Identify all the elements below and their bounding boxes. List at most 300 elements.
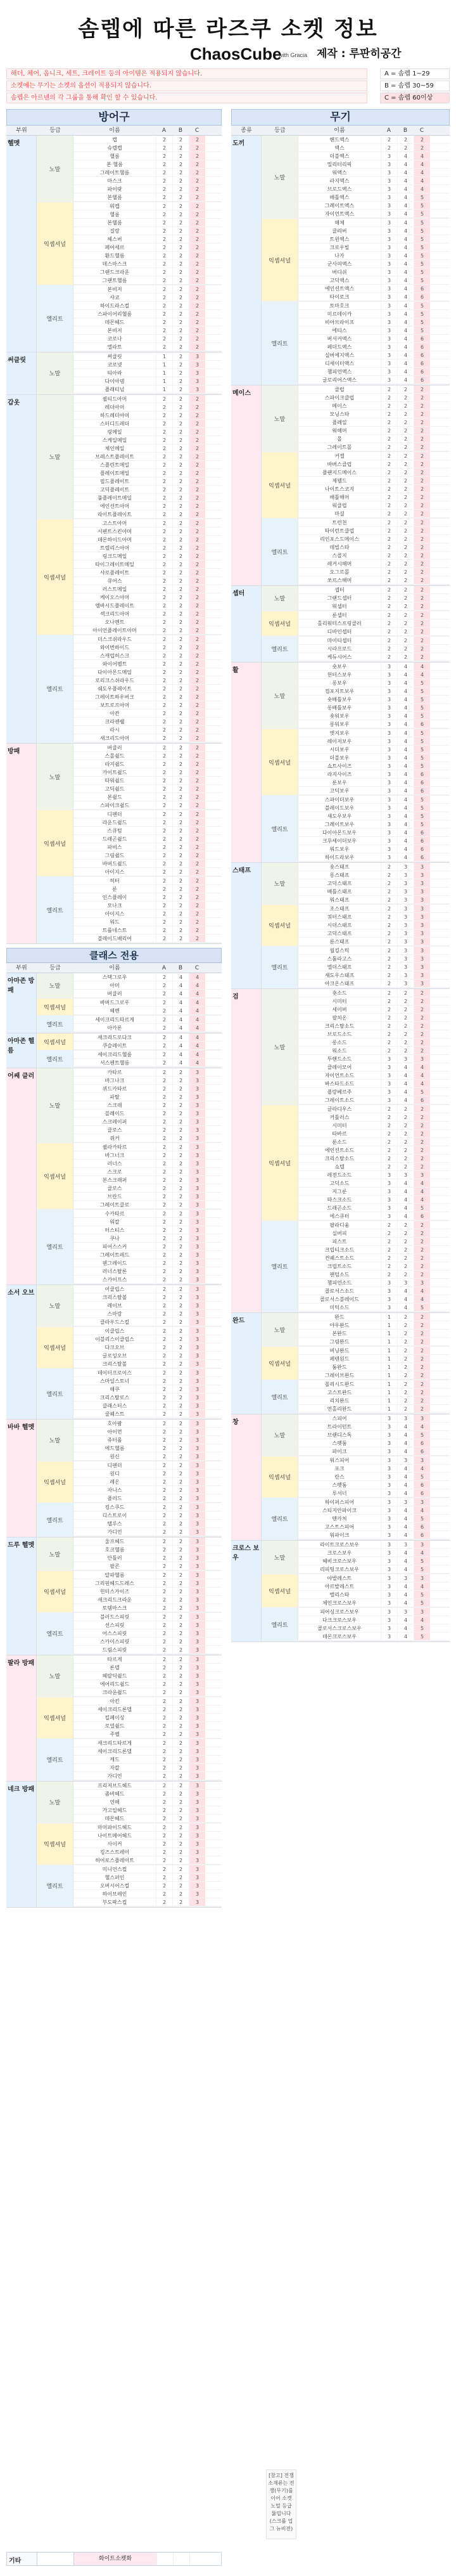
item-name: 워스태프 [329, 897, 350, 903]
item-row [298, 1055, 450, 1063]
socket-count: 2 [156, 1874, 172, 1881]
class-exclusive-title: 클래스 전용 [6, 948, 222, 963]
socket-count: 2 [414, 1130, 430, 1137]
item-name: 헤랄딕쉴드 [102, 1673, 127, 1679]
socket-count: 2 [397, 1363, 414, 1371]
socket-count: 2 [414, 653, 430, 661]
socket-count: 2 [172, 768, 189, 776]
item-row [298, 1574, 450, 1582]
socket-count: 3 [381, 1096, 397, 1104]
item-name: 숏소드 [332, 990, 347, 996]
item-row [298, 210, 450, 218]
socket-count: 3 [381, 327, 397, 334]
socket-count: 2 [156, 902, 172, 909]
grade-block [262, 136, 450, 219]
socket-count: 4 [397, 812, 414, 820]
socket-count: 4 [172, 1016, 189, 1023]
item-row [73, 369, 222, 377]
socket-count: 6 [414, 853, 430, 861]
socket-count: 3 [189, 1369, 205, 1376]
item-row [73, 294, 222, 302]
crossbow-note: [참고] 전쟁소재류는 전쟁(무기)를 이어 소켓 노멀 등급 뚫립니다 (스크롤 업그 뉴비전) [266, 2469, 296, 2539]
item-name: 슈렐캡 [107, 145, 122, 151]
socket-count: 4 [397, 837, 414, 845]
socket-count: 3 [189, 1503, 205, 1511]
socket-count: 4 [397, 746, 414, 753]
socket-count: 2 [397, 443, 414, 451]
item-name: 쥬터롤 [107, 1437, 122, 1443]
item-row [298, 1163, 450, 1171]
item-row [73, 1068, 222, 1077]
grade-block [37, 1420, 222, 1461]
socket-count: 2 [172, 902, 189, 909]
item-row [298, 1196, 450, 1204]
socket-count: 3 [189, 1160, 205, 1167]
socket-count: 4 [172, 999, 189, 1006]
socket-count: 3 [381, 1080, 397, 1087]
socket-count: 3 [397, 888, 414, 895]
socket-count: 2 [189, 436, 205, 444]
socket-count: 2 [156, 1276, 172, 1283]
socket-count: 2 [156, 1234, 172, 1242]
socket-count: 3 [381, 787, 397, 794]
item-row [73, 1782, 222, 1790]
socket-count: 3 [414, 905, 430, 912]
item-row [73, 276, 222, 285]
item-row [73, 1680, 222, 1688]
grade-block [262, 663, 450, 729]
item-name: 클로스 [107, 1186, 122, 1191]
socket-count: 2 [172, 343, 189, 351]
socket-count: 2 [172, 243, 189, 251]
item-name: 라이트플레이트 [97, 512, 132, 517]
item-row [298, 235, 450, 243]
socket-count: 2 [156, 1410, 172, 1418]
socket-count: 2 [156, 1613, 172, 1621]
socket-count: 2 [156, 1596, 172, 1603]
socket-count: 4 [189, 1007, 205, 1014]
socket-count: 2 [414, 1271, 430, 1278]
item-name: 디펜더 [107, 1463, 122, 1468]
socket-count: 4 [397, 343, 414, 351]
socket-count: 2 [397, 997, 414, 1005]
socket-count: 1 [381, 1397, 397, 1404]
item-name: 드림스피릿 [102, 1647, 127, 1653]
socket-count: 3 [414, 955, 430, 962]
socket-count: 4 [397, 335, 414, 342]
item-name: 팔라디움 [329, 1222, 350, 1228]
socket-count: 4 [414, 1465, 430, 1472]
socket-count: 3 [381, 1196, 397, 1203]
socket-count: 5 [414, 219, 430, 226]
item-row [298, 628, 450, 636]
socket-count: 2 [381, 576, 397, 584]
item-name: 그레이트하우버크 [95, 694, 134, 700]
socket-count: 4 [397, 376, 414, 384]
item-row [298, 989, 450, 997]
item-name: 그레이트헬름 [99, 170, 130, 176]
part-label: 써클릿 [6, 353, 37, 394]
grade-block [37, 519, 222, 635]
socket-count: 2 [397, 619, 414, 627]
item-name: 라시 [110, 727, 120, 733]
socket-count: 3 [381, 1473, 397, 1480]
socket-count: 3 [414, 963, 430, 971]
item-row [298, 410, 450, 418]
socket-count: 2 [172, 1655, 189, 1663]
socket-count: 3 [381, 770, 397, 778]
item-name: 본스크래퍼 [102, 1177, 127, 1183]
socket-count: 2 [189, 502, 205, 510]
socket-count: 2 [156, 1184, 172, 1192]
item-name: 컨퀘스트소드 [324, 1255, 355, 1261]
item-row [298, 1063, 450, 1071]
item-name: 밀리터리픽 [327, 162, 352, 167]
item-row [73, 1562, 222, 1570]
socket-count: 3 [381, 1063, 397, 1071]
socket-count: 2 [172, 693, 189, 701]
socket-count: 2 [397, 510, 414, 517]
socket-count: 4 [397, 276, 414, 284]
socket-count: 2 [156, 1428, 172, 1435]
socket-count: 4 [397, 804, 414, 812]
item-row [298, 971, 450, 980]
socket-count: 2 [381, 1113, 397, 1121]
socket-count: 3 [381, 1624, 397, 1632]
socket-count: 2 [156, 926, 172, 934]
socket-count: 2 [172, 302, 189, 309]
socket-count: 4 [397, 1304, 414, 1311]
part-group [6, 1655, 222, 1782]
socket-count: 4 [397, 169, 414, 176]
grade-label: 엘리트 [262, 637, 298, 661]
socket-count: 2 [381, 144, 397, 152]
socket-count: 2 [189, 560, 205, 568]
socket-count: 2 [381, 1014, 397, 1021]
socket-count: 2 [397, 602, 414, 610]
grade-block [37, 1697, 222, 1739]
socket-count: 2 [172, 444, 189, 452]
socket-count: 2 [156, 668, 172, 676]
item-name: 미틱소드 [329, 1305, 350, 1311]
item-name: 페텐원드 [329, 1356, 350, 1362]
socket-count: 3 [189, 1646, 205, 1654]
socket-count: 3 [397, 913, 414, 921]
socket-count: 4 [397, 210, 414, 217]
socket-count: 4 [397, 1473, 414, 1480]
socket-count: 6 [414, 335, 430, 342]
item-row [73, 1629, 222, 1638]
socket-count: 2 [172, 1730, 189, 1738]
part-group [6, 1285, 222, 1420]
socket-count: 2 [414, 576, 430, 584]
socket-count: 2 [172, 635, 189, 643]
socket-count: 2 [172, 1697, 189, 1705]
grade-block [262, 302, 450, 385]
item-name: 스티지안파이크 [322, 1508, 357, 1513]
socket-count: 1 [381, 1338, 397, 1345]
socket-count: 2 [156, 1310, 172, 1317]
socket-count: 3 [189, 1478, 205, 1485]
armor-groups [6, 136, 222, 944]
socket-count: 2 [414, 1371, 430, 1379]
item-row [298, 1096, 450, 1104]
item-row [298, 1541, 450, 1549]
item-name: 해체 [334, 220, 345, 226]
item-name: 하이브레인 [102, 1891, 127, 1897]
item-row [73, 1730, 222, 1738]
item-row [73, 1596, 222, 1604]
socket-count: 2 [156, 1024, 172, 1032]
socket-count: 2 [189, 428, 205, 436]
item-name: 서펜트스킨아머 [97, 529, 132, 534]
item-name: 군사의액스 [327, 261, 352, 267]
socket-count: 2 [156, 1343, 172, 1351]
socket-count: 2 [172, 701, 189, 709]
socket-count: 3 [189, 1596, 205, 1603]
socket-count: 2 [156, 169, 172, 176]
item-name: 스카이스피릿 [99, 1639, 130, 1645]
item-row [73, 877, 222, 885]
socket-count: 2 [189, 395, 205, 403]
item-name: 브로드액스 [327, 186, 352, 192]
item-row [73, 486, 222, 494]
item-name: 데몬크로스보우 [322, 1634, 357, 1640]
socket-count: 2 [414, 586, 430, 593]
item-row [298, 1515, 450, 1523]
item-name: 피어싱크로스보우 [320, 1609, 359, 1615]
item-row [298, 576, 450, 585]
socket-count: 2 [414, 443, 430, 451]
item-name: 본비저 [107, 328, 122, 333]
socket-count: 2 [414, 519, 430, 526]
item-name: 언홀리완드 [327, 1406, 352, 1412]
socket-count: 3 [381, 335, 397, 342]
socket-count: 2 [189, 685, 205, 692]
socket-count: 2 [189, 335, 205, 342]
socket-count: 2 [189, 610, 205, 618]
item-name: 프리저브드헤드 [97, 1783, 132, 1789]
page-title: 솜렙에 따른 라즈쿠 소켓 정보 [78, 16, 378, 42]
item-name: 피스트 [332, 1239, 347, 1245]
socket-count: 2 [172, 1184, 189, 1192]
socket-count: 2 [397, 519, 414, 526]
item-name: 본비저 [107, 287, 122, 292]
socket-count: 2 [172, 1134, 189, 1142]
socket-count: 2 [172, 1110, 189, 1117]
socket-count: 2 [156, 202, 172, 210]
item-row [73, 1806, 222, 1815]
socket-count: 2 [172, 1143, 189, 1151]
socket-count: 3 [381, 671, 397, 678]
grade-label: 노말 [37, 1285, 73, 1326]
col-c: C [419, 127, 424, 134]
socket-count: 2 [172, 1420, 189, 1427]
socket-count: 3 [381, 779, 397, 786]
item-name: 헬스퍼인 [104, 1875, 125, 1880]
item-name: 아발레스트 [327, 1576, 352, 1581]
socket-count: 2 [189, 693, 205, 701]
socket-count: 3 [189, 1243, 205, 1250]
socket-count: 2 [397, 144, 414, 152]
socket-count: 2 [414, 394, 430, 401]
socket-count: 2 [414, 560, 430, 567]
level-legend [380, 68, 450, 105]
socket-count: 5 [414, 252, 430, 259]
socket-count: 4 [397, 820, 414, 828]
chaoscube-logo: ChaosCube [190, 44, 282, 63]
socket-count: 2 [397, 385, 414, 393]
item-row [73, 1143, 222, 1151]
socket-count: 2 [172, 1478, 189, 1485]
socket-count: 2 [172, 1503, 189, 1511]
item-row [298, 1363, 450, 1371]
socket-count: 2 [156, 851, 172, 859]
socket-count: 2 [172, 544, 189, 552]
socket-count: 5 [414, 762, 430, 770]
item-name: 섹크리드아머 [99, 611, 130, 617]
item-name: 에티스 [332, 328, 347, 333]
socket-count: 5 [414, 1624, 430, 1632]
item-name: 롱보우 [332, 680, 347, 686]
socket-count: 3 [189, 1461, 205, 1469]
socket-count: 2 [414, 452, 430, 460]
socket-count: 2 [172, 1267, 189, 1275]
socket-count: 2 [397, 1006, 414, 1013]
item-name: 버닝완드 [329, 1348, 350, 1354]
socket-count: 2 [156, 411, 172, 419]
socket-count: 2 [172, 1747, 189, 1755]
socket-count: 2 [172, 160, 189, 168]
item-row [298, 1171, 450, 1179]
socket-count: 2 [172, 793, 189, 801]
item-row [298, 552, 450, 560]
item-row [298, 829, 450, 837]
socket-count: 2 [381, 879, 397, 887]
item-name: 주벨 [110, 1731, 120, 1737]
socket-count: 3 [381, 1447, 397, 1455]
socket-count: 3 [189, 1436, 205, 1444]
item-name: 링메일 [107, 429, 122, 435]
item-name: 레전드소드 [327, 1172, 352, 1178]
socket-count: 2 [172, 1571, 189, 1579]
socket-count: 3 [381, 318, 397, 326]
socket-count: 2 [414, 1146, 430, 1154]
socket-count: 2 [156, 177, 172, 184]
socket-count: 2 [381, 519, 397, 526]
item-row [73, 718, 222, 726]
socket-count: 2 [156, 1856, 172, 1864]
item-row [73, 1494, 222, 1503]
socket-count: 2 [156, 302, 172, 309]
socket-count: 2 [189, 260, 205, 268]
socket-count: 2 [381, 637, 397, 644]
item-name: 셉터 [334, 587, 345, 593]
grade-label: 노말 [37, 353, 73, 394]
socket-count: 5 [414, 310, 430, 318]
socket-count: 2 [172, 1470, 189, 1477]
item-row [298, 1616, 450, 1624]
socket-count: 2 [156, 144, 172, 152]
socket-count: 2 [156, 1697, 172, 1705]
part-group [231, 136, 450, 385]
socket-count: 3 [189, 1806, 205, 1814]
socket-count: 2 [397, 543, 414, 551]
socket-count: 2 [189, 626, 205, 634]
item-row [73, 477, 222, 486]
weapon-table-header [231, 126, 450, 136]
socket-count: 2 [156, 618, 172, 626]
item-name: 시더보우 [329, 747, 350, 753]
socket-count: 2 [156, 536, 172, 543]
socket-count: 2 [189, 752, 205, 760]
item-row [73, 1848, 222, 1856]
socket-count: 3 [397, 863, 414, 871]
grade-label: 익셉셔널 [262, 905, 298, 946]
socket-count: 2 [156, 1680, 172, 1688]
socket-count: 1 [381, 1380, 397, 1388]
socket-count: 2 [156, 718, 172, 725]
item-name: 몰 [337, 436, 342, 442]
socket-count: 2 [172, 1486, 189, 1494]
socket-count: 2 [381, 586, 397, 593]
part-label: 완드 [231, 1313, 262, 1414]
item-row [73, 302, 222, 310]
socket-count: 2 [156, 1201, 172, 1208]
grade-block [262, 1313, 450, 1347]
item-name: 쿨퀘스트 [104, 1411, 125, 1417]
item-name: 본 헬름 [106, 162, 123, 167]
socket-count: 1 [156, 385, 172, 393]
socket-count: 2 [172, 676, 189, 684]
col-a: A [386, 127, 391, 134]
socket-count: 2 [397, 645, 414, 652]
item-row [73, 868, 222, 876]
socket-count: 2 [189, 469, 205, 477]
socket-count: 4 [397, 704, 414, 711]
item-name: 파이랏 [107, 186, 122, 192]
item-row [298, 879, 450, 888]
socket-count: 3 [397, 929, 414, 937]
item-row [298, 193, 450, 202]
socket-count: 4 [397, 1549, 414, 1557]
socket-count: 6 [414, 787, 430, 794]
socket-count: 2 [397, 410, 414, 418]
socket-count: 3 [381, 1633, 397, 1640]
socket-count: 2 [156, 403, 172, 411]
item-row [298, 1624, 450, 1633]
item-row [73, 785, 222, 793]
item-row [298, 351, 450, 359]
socket-count: 3 [189, 1874, 205, 1881]
socket-count: 3 [189, 1680, 205, 1688]
socket-count: 2 [397, 1330, 414, 1337]
socket-count: 2 [156, 1848, 172, 1856]
socket-count: 2 [414, 410, 430, 418]
socket-count: 5 [414, 210, 430, 217]
socket-count: 2 [156, 1059, 172, 1066]
socket-count: 2 [172, 734, 189, 742]
grade-label: 익셉셔널 [37, 810, 73, 876]
item-row [298, 594, 450, 602]
socket-count: 3 [189, 1193, 205, 1200]
item-name: 캡 [112, 137, 117, 143]
socket-count: 2 [156, 428, 172, 436]
item-name: 룬보우 [332, 780, 347, 786]
socket-count: 2 [172, 1832, 189, 1839]
socket-count: 2 [381, 1030, 397, 1038]
socket-count: 2 [414, 1039, 430, 1046]
